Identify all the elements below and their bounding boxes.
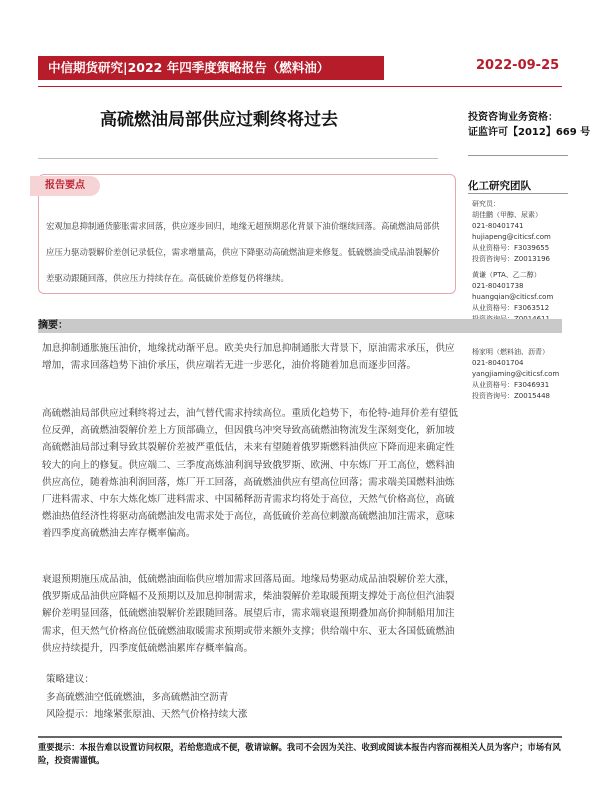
member-email[interactable]: hujiapeng@citicsf.com — [472, 233, 551, 241]
strategy-title: 策略建议： — [46, 674, 94, 685]
member-license: 从业资格号：F3039655 — [472, 244, 550, 252]
footer-divider — [38, 736, 562, 738]
member-license: 从业资格号：F3063512 — [472, 304, 550, 312]
report-banner: 中信期货研究|2022 年四季度策略报告（燃料油） — [38, 56, 384, 80]
abstract-bar — [38, 319, 562, 333]
footer-disclaimer: 重要提示：本报告难以设置访问权限，若给您造成不便，敬请谅解。我司不会因为关注、收到或阅读本报告内容而视相关人员为客户；市场有风险，投资需谨慎。 — [38, 742, 561, 765]
qualification-value: 证监许可【2012】669 号 — [468, 127, 591, 138]
abstract-paragraph: 高硫燃油局部供应过剩终将过去，油气替代需求持续高位。重质化趋势下，布伦特-迪拜价差有望低位反弹，高硫燃油裂解价差上方顶部确立，但因俄乌冲突导致高硫燃油物流发生深刻变化，新加坡高硫燃油局部过剩导致其裂解价差被严重低估，未来有望随着俄罗斯燃料油供应下降而迎来确定性较大的向上的修复。供应端二、三季度高炼油利润导致俄罗斯、欧洲、中东炼厂开工高位，燃料油供应高位，随着炼油利润回落，炼厂开工回落，高硫燃油供应有望高位回落；需求端美国燃料油炼厂进料需求、中东大炼化炼厂进料需求、中国稀释沥青需求均将处于高位，天然气价格高位，高硫燃油热值经济性将驱动高硫燃油发电需求处于高位，高低硫价差高位刺激高硫燃油加注需求，意味着四季度高硫燃油去库存概率偏高。 — [42, 408, 458, 540]
member-advisory: 投资咨询号：Z0015448 — [472, 392, 550, 400]
qualification-divider — [468, 155, 568, 156]
risk-warning: 风险提示：地缘紧张原油、天然气价格持续大涨 — [46, 709, 248, 720]
member-phone: 021-80401704 — [472, 359, 524, 367]
team-member — [472, 347, 559, 402]
strategy-recommendation: 多高硫燃油空低硫燃油，多高硫燃油空沥青 — [46, 692, 229, 703]
member-license: 从业资格号：F3046931 — [472, 381, 550, 389]
report-date: 2022-09-25 — [476, 58, 560, 73]
abstract-paragraph: 加息抑制通胀施压油价，地缘扰动渐平息。欧美央行加息抑制通胀大背景下，原油需求承压，供应增加，需求回落趋势下油价承压，供应端若无进一步恶化，油价将随着加息而逐步回落。 — [42, 343, 455, 372]
headline-divider — [38, 158, 438, 159]
member-name: 黄谦（PTA、乙二醇） — [472, 271, 541, 279]
abstract-label: 摘要： — [38, 320, 68, 331]
member-email[interactable]: huangqian@citicsf.com — [472, 293, 554, 301]
member-advisory: 投资咨询号：Z0013196 — [472, 255, 550, 263]
team-member — [472, 210, 551, 265]
member-email[interactable]: yangjiaming@citicsf.com — [472, 370, 560, 378]
team-title: 化工研究团队 — [468, 180, 531, 192]
member-phone: 021-80401738 — [472, 282, 524, 290]
abstract-paragraph: 衰退预期施压成品油，低硫燃油面临供应增加需求回落局面。地缘局势驱动成品油裂解价差大涨，俄罗斯成品油供应降幅不及预期以及加息抑制需求，柴油裂解价差取暖预期支撑处于高位但汽油裂解价差明显回落，低硫燃油裂解价差跟随回落。展望后市，需求端衰退预期叠加高价抑制船用加注需求，但天然气价格高位低硫燃油取暖需求预期或带来额外支撑；供给端中东、亚太各国低硫燃油供应持续提升，四季度低硫燃油累库存概率偏高。 — [42, 574, 455, 654]
header-divider — [38, 86, 562, 87]
member-phone: 021-80401741 — [472, 222, 524, 230]
team-member — [472, 270, 553, 325]
report-summary-text: 宏观加息抑制通货膨胀需求回落，供应逐步回归，地缘无超预期恶化背景下油价继续回落。高硫燃油局部供应压力驱动裂解价差创记录低位，需求增量高，供应下降驱动高硫燃油迎来修复。低硫燃油受成品油裂解价差驱动跟随回落，供应压力持续存在。高低硫价差修复仍将继续。 — [46, 221, 440, 283]
researchers-label: 研究员： — [472, 200, 500, 208]
member-name: 杨家明（燃料油、沥青） — [472, 348, 549, 356]
report-headline: 高硫燃油局部供应过剩终将过去 — [100, 110, 338, 130]
team-divider — [468, 193, 568, 194]
report-summary-label: 报告要点 — [30, 176, 100, 196]
member-name: 胡佳鹏（甲醇、尿素） — [472, 211, 542, 219]
qualification-label: 投资咨询业务资格： — [468, 112, 558, 123]
